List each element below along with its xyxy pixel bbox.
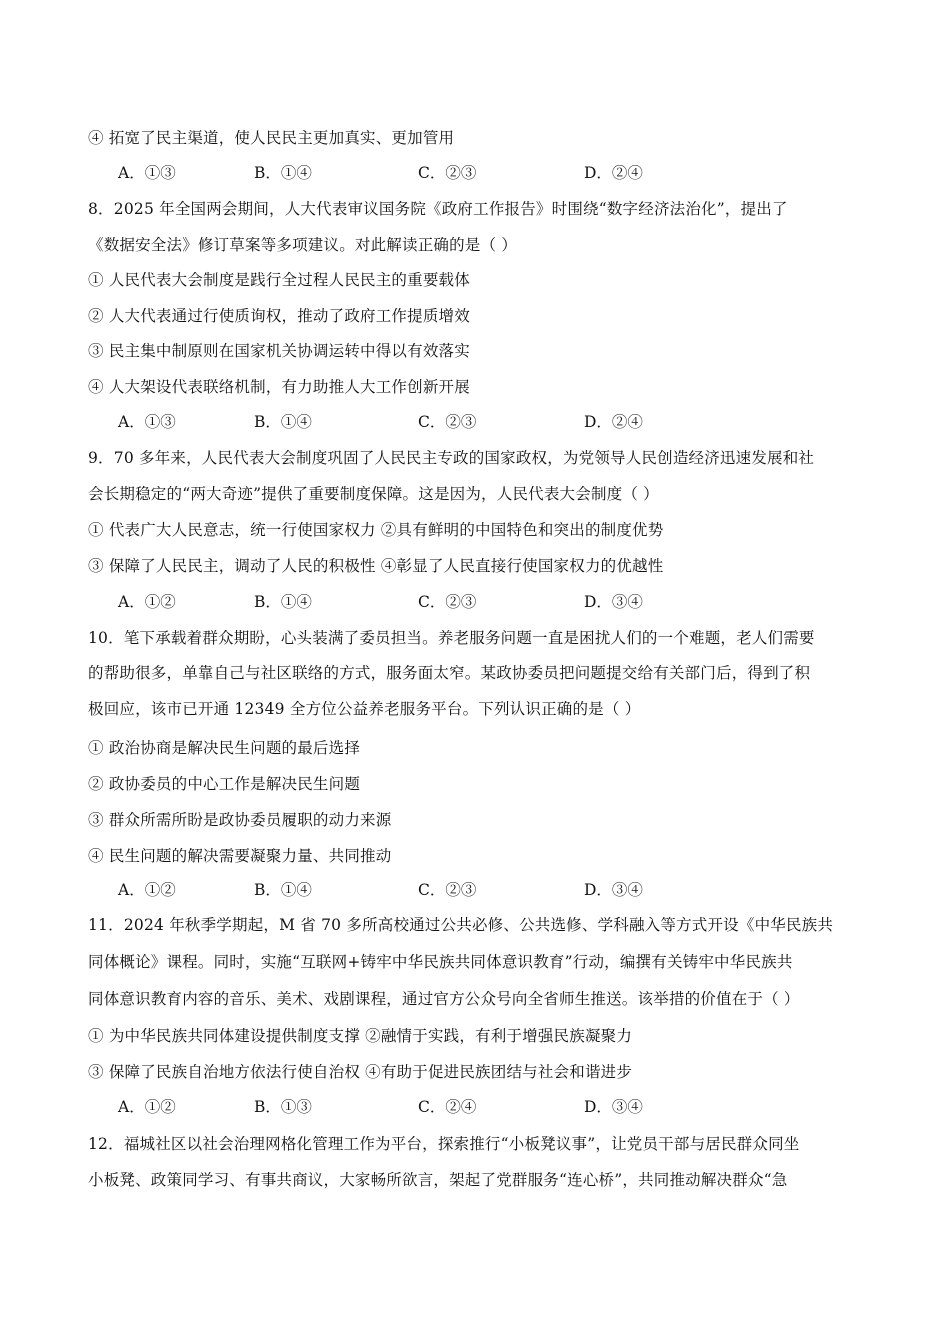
option-d: D．②④ xyxy=(584,164,643,182)
q11-stem-line-2: 同体概论》课程。同时，实施“互联网+铸牢中华民族共同体意识教育”行动，编撰有关铸牢中华民族共 xyxy=(88,953,793,971)
option-b: B．①④ xyxy=(254,413,312,431)
q10-statement-4: ④ 民生问题的解决需要凝聚力量、共同推动 xyxy=(88,847,392,865)
q10-stem-line-3: 极回应，该市已开通 12349 全方位公益养老服务平台。下列认识正确的是（ ） xyxy=(88,700,641,718)
option-b: B．①④ xyxy=(254,164,312,182)
option-c: C．②③ xyxy=(418,881,477,899)
option-b: B．①③ xyxy=(254,1098,312,1116)
q8-stem-line-2: 《数据安全法》修订草案等多项建议。对此解读正确的是（ ） xyxy=(88,236,518,254)
option-c: C．②③ xyxy=(418,413,477,431)
option-a: A．①③ xyxy=(118,413,176,431)
option-c: C．②④ xyxy=(418,1098,477,1116)
option-d: D．③④ xyxy=(584,593,643,611)
q11-statements-3-4: ③ 保障了民族自治地方依法行使自治权 ④有助于促进民族团结与社会和谐进步 xyxy=(88,1063,633,1081)
q7-statement-4: ④ 拓宽了民主渠道，使人民民主更加真实、更加管用 xyxy=(88,129,455,147)
q8-stem-line-1: 8．2025 年全国两会期间，人大代表审议国务院《政府工作报告》时围绕“数字经济法治化”，提出了 xyxy=(88,200,788,218)
q11-statements-1-2: ① 为中华民族共同体建设提供制度支撑 ②融情于实践，有利于增强民族凝聚力 xyxy=(88,1027,633,1045)
option-a: A．①② xyxy=(118,593,176,611)
option-d: D．③④ xyxy=(584,1098,643,1116)
q11-stem-line-1: 11．2024 年秋季学期起，M 省 70 多所高校通过公共必修、公共选修、学科融入等方式开设《中华民族共 xyxy=(88,916,834,934)
q12-stem-line-1: 12．福城社区以社会治理网格化管理工作为平台，探索推行“小板凳议事”，让党员干部与居民群众同坐 xyxy=(88,1135,800,1153)
q9-statements-3-4: ③ 保障了人民民主，调动了人民的积极性 ④彰显了人民直接行使国家权力的优越性 xyxy=(88,557,664,575)
q10-statement-3: ③ 群众所需所盼是政协委员履职的动力来源 xyxy=(88,811,392,829)
option-b: B．①④ xyxy=(254,881,312,899)
option-d: D．②④ xyxy=(584,413,643,431)
q8-statement-2: ② 人大代表通过行使质询权，推动了政府工作提质增效 xyxy=(88,307,470,325)
option-a: A．①② xyxy=(118,1098,176,1116)
q10-stem-line-1: 10．笔下承载着群众期盼，心头装满了委员担当。养老服务问题一直是困扰人们的一个难题，老人们需要 xyxy=(88,629,815,647)
q10-stem-line-2: 的帮助很多，单靠自己与社区联络的方式，服务面太窄。某政协委员把问题提交给有关部门后，得到了积 xyxy=(88,664,811,682)
q9-stem-line-2: 会长期稳定的“两大奇迹”提供了重要制度保障。这是因为，人民代表大会制度（ ） xyxy=(88,485,659,503)
q8-statement-1: ① 人民代表大会制度是践行全过程人民民主的重要载体 xyxy=(88,271,470,289)
q11-stem-line-3: 同体意识教育内容的音乐、美术、戏剧课程，通过官方公众号向全省师生推送。该举措的价值在于（ ） xyxy=(88,990,800,1008)
q8-statement-4: ④ 人大架设代表联络机制，有力助推人大工作创新开展 xyxy=(88,378,470,396)
q12-stem-line-2: 小板凳、政策同学习、有事共商议，大家畅所欲言，架起了党群服务“连心桥”，共同推动解决群众“急 xyxy=(88,1171,788,1189)
q10-statement-1: ① 政治协商是解决民生问题的最后选择 xyxy=(88,739,361,757)
option-a: A．①③ xyxy=(118,164,176,182)
option-a: A．①② xyxy=(118,881,176,899)
q10-statement-2: ② 政协委员的中心工作是解决民生问题 xyxy=(88,775,361,793)
option-d: D．③④ xyxy=(584,881,643,899)
option-b: B．①④ xyxy=(254,593,312,611)
q9-statements-1-2: ① 代表广大人民意志，统一行使国家权力 ②具有鲜明的中国特色和突出的制度优势 xyxy=(88,521,664,539)
option-c: C．②③ xyxy=(418,593,477,611)
q9-stem-line-1: 9．70 多年来，人民代表大会制度巩固了人民民主专政的国家政权，为党领导人民创造经济迅速发展和社 xyxy=(88,449,815,467)
q8-statement-3: ③ 民主集中制原则在国家机关协调运转中得以有效落实 xyxy=(88,342,470,360)
option-c: C．②③ xyxy=(418,164,477,182)
